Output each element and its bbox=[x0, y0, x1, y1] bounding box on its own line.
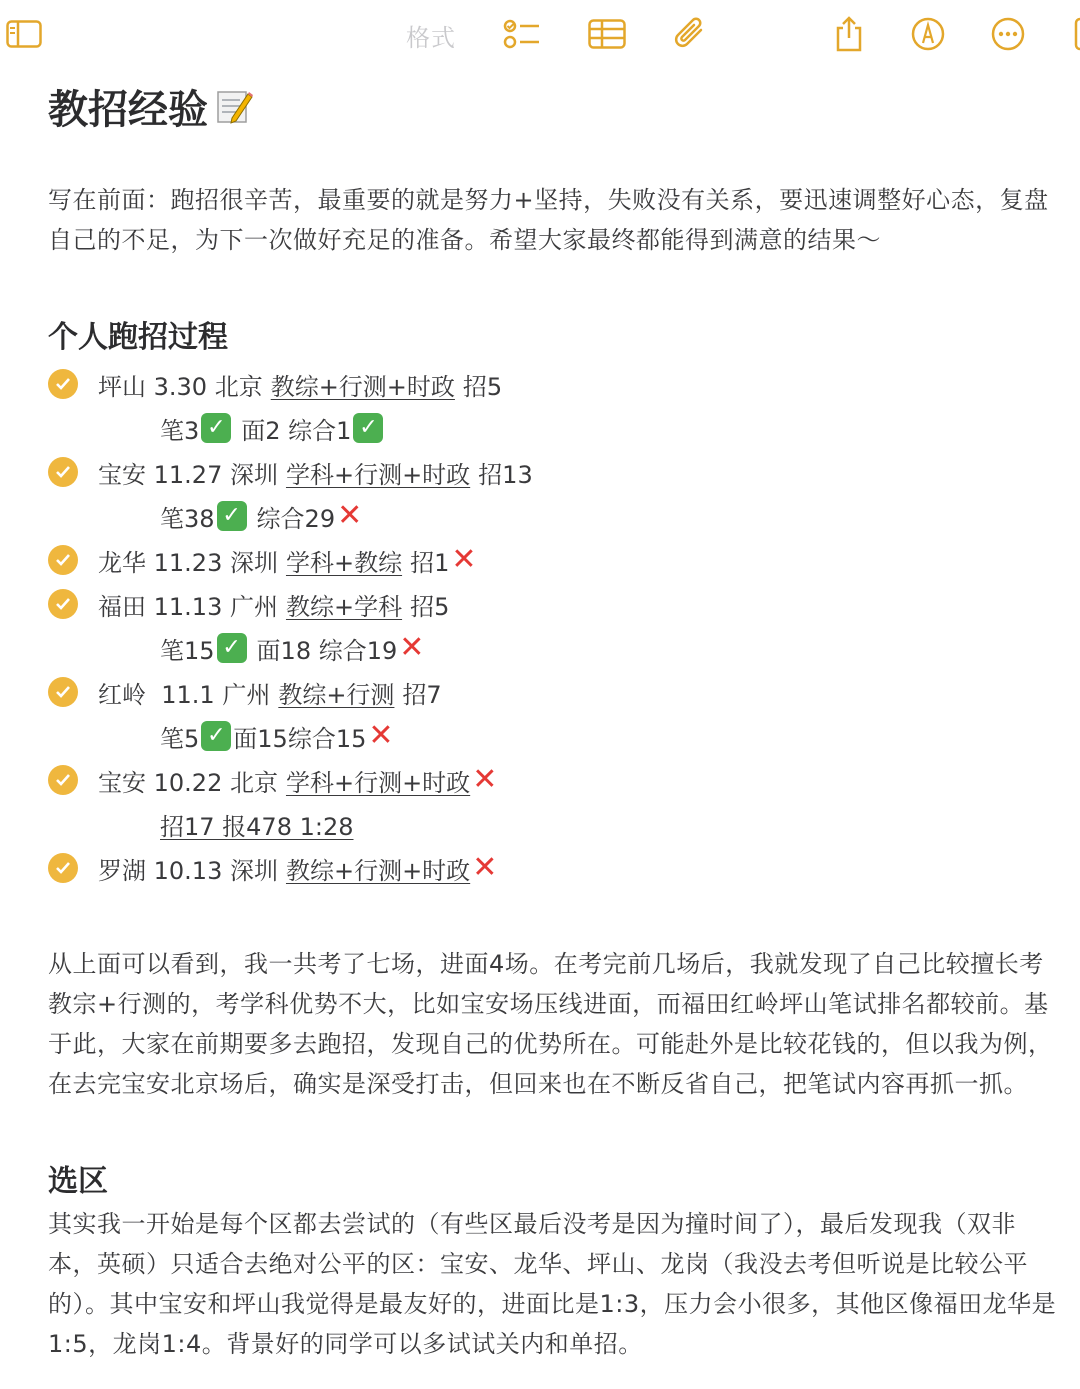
red-cross-icon: ✕ bbox=[451, 542, 477, 577]
checked-icon[interactable] bbox=[48, 765, 78, 795]
summary-paragraph: 从上面可以看到，我一共考了七场，进面4场。在考完前几场后，我就发现了自己比较擅长考教宗+行测的，考学科优势不大，比如宝安场压线进面，而福田红岭坪山笔试排名都较前。基于此，大家在前期要多去跑招，发现自己的优势所在。可能赴外是比较花钱的，但以我为例，在去完宝安北京场后，确实是深受打击，但回来也在不断反省自己，把笔试内容再抓一抓。 bbox=[48, 950, 1053, 1098]
item-text: 龙华 11.23 深圳 bbox=[98, 548, 278, 577]
more-options-icon[interactable] bbox=[988, 14, 1028, 54]
checked-icon[interactable] bbox=[48, 457, 78, 487]
red-cross-icon: ✕ bbox=[472, 762, 498, 797]
section-heading-process: 个人跑招过程 bbox=[48, 320, 228, 355]
item-tail: 招5 bbox=[410, 592, 450, 621]
note-body[interactable] bbox=[48, 78, 1058, 1364]
item-tail: 招13 bbox=[478, 460, 533, 489]
item-text: 红岭 11.1 广州 bbox=[98, 680, 271, 709]
toolbar bbox=[0, 0, 1080, 68]
checklist-item bbox=[48, 362, 1058, 406]
sidebar-toggle-icon[interactable] bbox=[4, 14, 44, 54]
checked-icon[interactable] bbox=[48, 677, 78, 707]
checked-icon[interactable] bbox=[48, 589, 78, 619]
green-check-icon: ✓ bbox=[201, 721, 231, 751]
item-text: 宝安 10.22 北京 bbox=[98, 768, 278, 797]
district-paragraph: 其实我一开始是每个区都去尝试的（有些区最后没考是因为撞时间了），最后发现我（双非本，英硕）只适合去绝对公平的区：宝安、龙华、坪山、龙岗（我没去考但听说是比较公平的）。其中宝安和坪山我觉得是最友好的，进面比是1:3，压力会小很多，其他区像福田龙华是1:5，龙岗1:4。背景好的同学可以多试试关内和单招。 bbox=[48, 1210, 1057, 1358]
item-subjects: 教综+行测+时政 bbox=[270, 372, 455, 401]
checklist-item bbox=[48, 582, 1058, 626]
checklist-item bbox=[48, 846, 1058, 890]
result-line bbox=[48, 406, 1058, 450]
item-tail: 招5 bbox=[462, 372, 503, 401]
written-score: 笔15 bbox=[160, 636, 215, 665]
written-score: 笔38 bbox=[160, 504, 215, 533]
checklist-item bbox=[48, 450, 1058, 494]
attachment-icon[interactable] bbox=[670, 14, 710, 54]
item-subjects: 学科+行测+时政 bbox=[285, 768, 471, 797]
red-cross-icon: ✕ bbox=[337, 498, 363, 533]
checked-icon[interactable] bbox=[48, 853, 78, 883]
interview-score: 面2 综合1 bbox=[241, 416, 352, 445]
table-icon[interactable] bbox=[586, 14, 628, 54]
checklist bbox=[48, 362, 1058, 890]
written-score: 笔3 bbox=[160, 416, 200, 445]
item-text: 罗湖 10.13 深圳 bbox=[98, 856, 278, 885]
result-line bbox=[48, 494, 1058, 538]
green-check-icon: ✓ bbox=[217, 633, 247, 663]
green-check-icon: ✓ bbox=[353, 413, 383, 443]
section-heading-district: 选区 bbox=[48, 1164, 108, 1199]
red-cross-icon: ✕ bbox=[399, 630, 425, 665]
intro-paragraph: 写在前面：跑招很辛苦，最重要的就是努力+坚持，失败没有关系，要迅速调整好心态，复盘自己的不足，为下一次做好充足的准备。希望大家最终都能得到满意的结果～ bbox=[48, 186, 1049, 254]
item-subjects: 学科+教综 bbox=[285, 548, 403, 577]
item-subjects: 学科+行测+时政 bbox=[285, 460, 471, 489]
item-subjects: 教综+学科 bbox=[285, 592, 403, 621]
ratio-text: 招17 报478 1:28 bbox=[160, 812, 354, 841]
result-line bbox=[48, 626, 1058, 670]
result-line bbox=[48, 714, 1058, 758]
interview-score: 面15综合15 bbox=[233, 724, 367, 753]
compose-icon[interactable] bbox=[1068, 14, 1080, 54]
item-subjects: 教综+行测+时政 bbox=[285, 856, 471, 885]
checked-icon[interactable] bbox=[48, 545, 78, 575]
checklist-item bbox=[48, 758, 1058, 802]
markup-pen-icon[interactable] bbox=[908, 14, 948, 54]
memo-icon bbox=[214, 86, 254, 126]
item-subjects: 教综+行测 bbox=[278, 680, 395, 709]
checklist-item bbox=[48, 538, 1058, 582]
interview-score: 面18 综合19 bbox=[256, 636, 398, 665]
red-cross-icon: ✕ bbox=[368, 718, 394, 753]
note-title bbox=[48, 78, 1058, 134]
item-text: 坪山 3.30 北京 bbox=[98, 372, 263, 401]
checklist-icon[interactable] bbox=[502, 14, 542, 54]
share-icon[interactable] bbox=[830, 14, 868, 54]
written-score: 笔5 bbox=[160, 724, 200, 753]
checked-icon[interactable] bbox=[48, 369, 78, 399]
interview-score: 综合29 bbox=[256, 504, 336, 533]
item-text: 福田 11.13 广州 bbox=[98, 592, 278, 621]
item-tail: 招1 bbox=[410, 548, 450, 577]
format-button[interactable]: 格式 bbox=[406, 24, 456, 52]
green-check-icon: ✓ bbox=[217, 501, 247, 531]
result-line bbox=[48, 802, 1058, 846]
item-tail: 招7 bbox=[402, 680, 442, 709]
green-check-icon: ✓ bbox=[201, 413, 231, 443]
note-title-text: 教招经验 bbox=[48, 86, 208, 133]
red-cross-icon: ✕ bbox=[472, 850, 498, 885]
checklist-item bbox=[48, 670, 1058, 714]
item-text: 宝安 11.27 深圳 bbox=[98, 460, 278, 489]
